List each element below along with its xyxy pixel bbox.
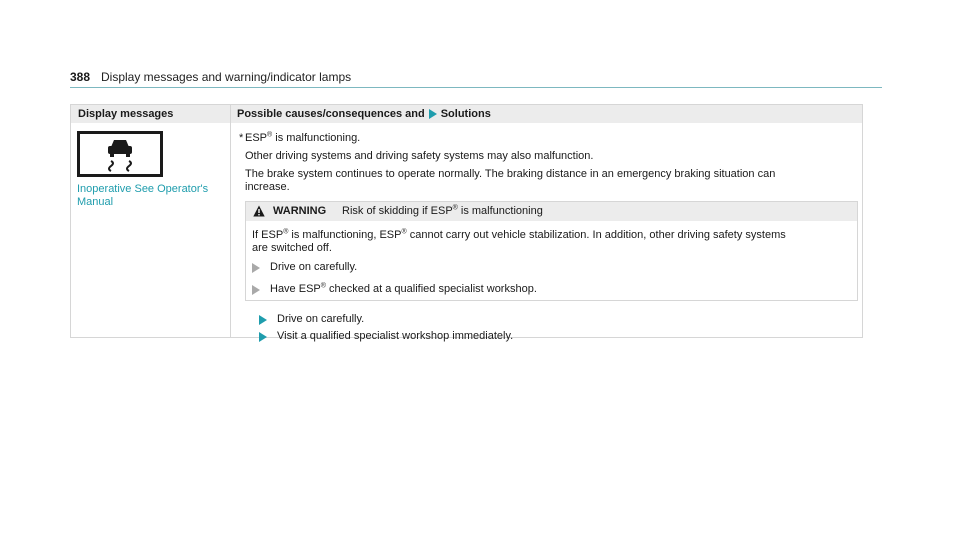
solutions-cell [231, 123, 862, 342]
cause-line-4: increase. [245, 181, 290, 193]
column-header-solutions [237, 108, 491, 120]
warning-body-part-c: cannot carry out vehicle stabilization. In addition, other driving safety systems [409, 229, 786, 241]
play-arrow-icon [252, 285, 260, 295]
warning-header [246, 202, 857, 221]
display-messages-table [70, 104, 863, 342]
warning-step-1-text: Drive on carefully. [270, 261, 358, 273]
solutions-header-suffix: Solutions [440, 108, 491, 120]
cause-line-2: Other driving systems and driving safety systems may also malfunction. [245, 150, 594, 162]
registered-mark: ® [267, 131, 273, 139]
warning-step-1 [252, 261, 357, 274]
registered-mark: ® [452, 204, 458, 212]
solutions-header-prefix: Possible causes/consequences and [237, 108, 425, 120]
warning-body-part-a: If ESP [252, 229, 284, 241]
solution-step-1-text: Drive on carefully. [277, 313, 365, 325]
warning-body-part-b: is malfunctioning, ESP [291, 229, 402, 241]
play-arrow-icon [429, 109, 437, 119]
warning-body-line-1 [252, 229, 786, 242]
play-arrow-icon [252, 263, 260, 273]
solution-step-2-text: Visit a qualified specialist workshop immediately. [277, 330, 514, 342]
warning-box [245, 201, 858, 301]
registered-mark: ® [283, 228, 289, 236]
warning-body-line-2: are switched off. [252, 242, 332, 254]
cause-line-3: The brake system continues to operate normally. The braking distance in an emergency braking situation can [245, 168, 776, 180]
warning-step-2-part-a: Have ESP [270, 283, 321, 295]
warning-step-2 [252, 283, 537, 296]
column-header-display-messages: Display messages [78, 108, 174, 120]
registered-mark: ® [320, 282, 326, 290]
warning-step-2-text [270, 283, 537, 296]
registered-mark: ® [401, 228, 407, 236]
warning-subtitle-suffix: is malfunctioning [460, 205, 543, 217]
page-number: 388 [70, 70, 91, 84]
solution-step-2 [259, 330, 513, 343]
page-header [70, 70, 882, 88]
esp-off-skidding-car-icon [77, 131, 163, 177]
warning-label: WARNING [273, 205, 327, 217]
warning-subtitle-prefix: Risk of skidding if ESP [342, 205, 453, 217]
play-arrow-icon [259, 315, 267, 325]
asterisk-marker: * [239, 132, 244, 144]
warning-step-2-part-b: checked at a qualified specialist workshop. [328, 283, 537, 295]
page-header-title: Display messages and warning/indicator lamps [101, 70, 352, 84]
solution-step-1 [259, 313, 364, 326]
play-arrow-icon [259, 332, 267, 342]
display-message-text: Inoperative See Operator's Manual [77, 183, 209, 208]
warning-subtitle [342, 205, 543, 218]
cause-line-1-text: is malfunctioning. [275, 132, 361, 144]
table-header [71, 105, 862, 123]
esp-term: ESP [245, 132, 268, 144]
cause-line-1 [245, 132, 360, 145]
warning-triangle-icon [253, 205, 265, 217]
